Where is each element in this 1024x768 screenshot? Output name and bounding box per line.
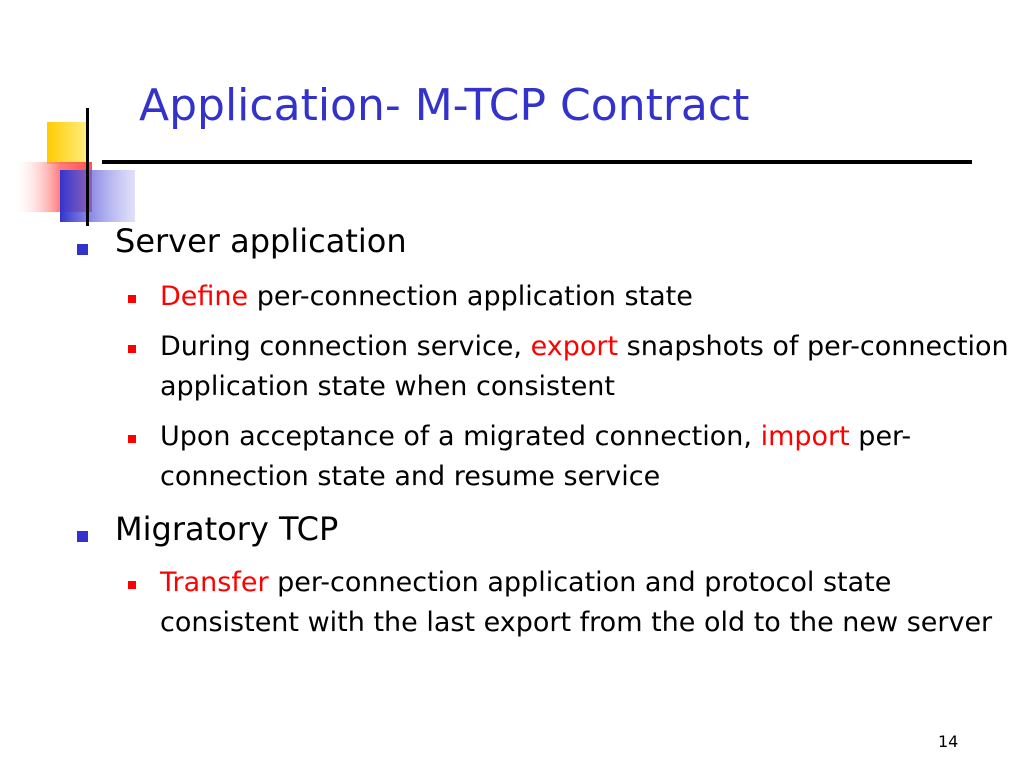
highlight-export: export: [530, 331, 619, 362]
sub-bullet-lead: During connection service,: [160, 331, 531, 362]
sub-bullet-export: [160, 327, 1010, 407]
sub-bullet-define: [160, 277, 1010, 317]
bullet-server-application: Server application: [115, 222, 407, 260]
sub-bullet-text: per-connection application state: [248, 281, 693, 312]
sub-bullet-transfer: [160, 563, 1010, 643]
sub-bullet-lead: Upon acceptance of a migrated connection,: [160, 421, 761, 452]
bullet-marker: [77, 531, 88, 542]
sub-bullet-marker: [128, 345, 136, 353]
sub-bullet-marker: [128, 435, 136, 443]
sub-bullet-text: per-connection application and protocol state consistent with the last export from the old to the new server: [160, 567, 993, 638]
sub-bullet-text: snapshots of per-connection application state when consistent: [160, 331, 1009, 402]
slide-title: Application- M-TCP Contract: [139, 80, 750, 131]
page-number: 14: [938, 732, 959, 751]
sub-bullet-text: per-connection state and resume service: [160, 421, 912, 492]
highlight-import: import: [760, 421, 850, 452]
bullet-marker: [77, 244, 88, 255]
sub-bullet-import: [160, 417, 1010, 497]
sub-bullet-marker: [128, 295, 136, 303]
sub-bullet-marker: [128, 581, 136, 589]
bullet-migratory-tcp: Migratory TCP: [115, 510, 339, 548]
highlight-define: Define: [160, 281, 249, 312]
highlight-transfer: Transfer: [160, 567, 269, 598]
